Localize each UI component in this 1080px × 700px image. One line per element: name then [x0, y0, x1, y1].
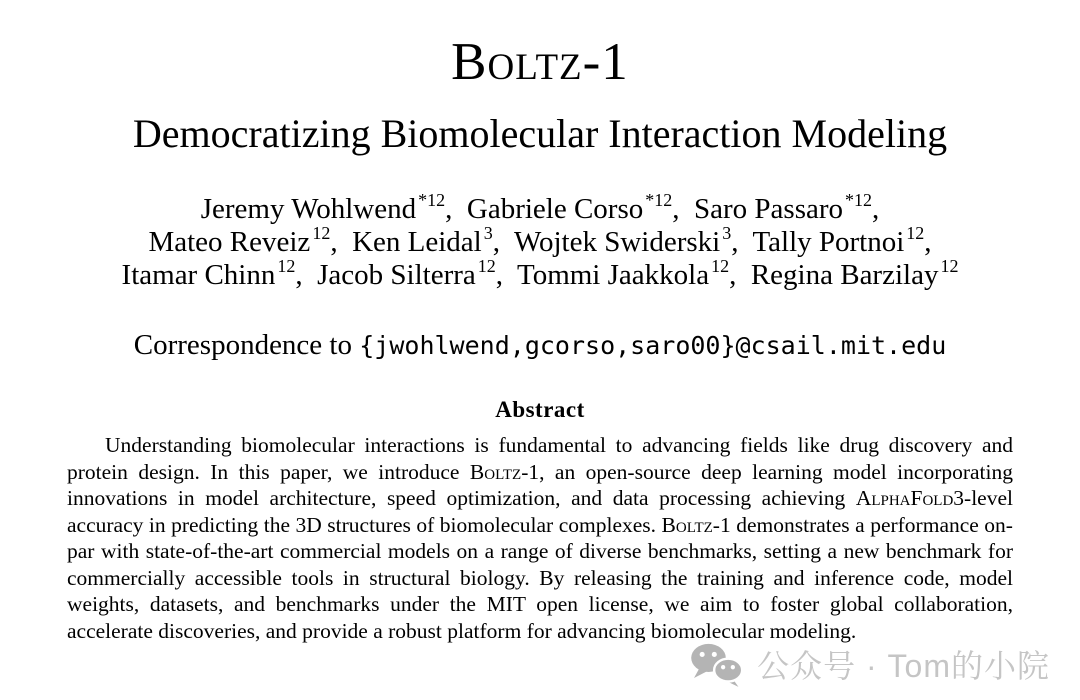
author-affiliation-sup: 12 — [906, 223, 925, 244]
paper-subtitle: Democratizing Biomolecular Interaction Modeling — [132, 111, 948, 156]
smallcaps-term: AlphaFold — [855, 486, 954, 510]
abstract-text-run: , an open-source deep learning model incorporating innovations in model architecture, speed optimization, and data processing achieving — [67, 459, 1014, 510]
author-affiliation-sup: 12 — [940, 256, 959, 277]
smallcaps-term: Boltz-1 — [661, 512, 731, 537]
correspondence-emails: {jwohlwend,gcorso,saro00}@csail.mit.edu — [359, 331, 947, 360]
author-separator: , — [445, 193, 467, 225]
watermark — [687, 640, 1050, 688]
author-line — [0, 256, 1080, 292]
author-affiliation-sup: *12 — [845, 190, 873, 211]
author-name: Regina Barzilay — [750, 259, 939, 291]
author-separator: , — [731, 226, 753, 258]
author-name: Saro Passaro — [694, 193, 844, 225]
wechat-icon — [687, 640, 745, 688]
author-name: Mateo Reveiz — [148, 226, 311, 258]
watermark-text: 公众号 · Tom的小院 — [757, 648, 1050, 684]
author-separator: , — [295, 259, 318, 291]
paper-title: Boltz-1 — [451, 33, 629, 91]
author-name: Wojtek Swiderski — [513, 226, 721, 258]
author-affiliation-sup: 12 — [477, 256, 496, 277]
author-affiliation-sup: 12 — [312, 223, 331, 244]
author-separator: , — [729, 259, 751, 291]
author-name: Jacob Silterra — [317, 259, 476, 291]
smallcaps-term: Boltz-1 — [469, 459, 540, 484]
author-name: Ken Leidal — [352, 226, 482, 258]
correspondence-line — [0, 329, 1080, 362]
abstract-text-run: Understanding biomolecular interactions is fundamental to advancing fields like drug discovery and protein design. In this paper, we introduce — [67, 433, 1013, 484]
author-block — [0, 190, 1080, 292]
correspondence-prefix: Correspondence to — [133, 329, 360, 361]
author-line — [0, 223, 1080, 259]
author-name: Tommi Jaakkola — [517, 259, 710, 291]
author-separator: , — [924, 226, 932, 258]
author-affiliation-sup: 12 — [711, 256, 730, 277]
author-affiliation-sup: 3 — [722, 223, 732, 244]
author-separator: , — [495, 259, 517, 291]
author-name: Gabriele Corso — [466, 193, 644, 225]
author-affiliation-sup: 12 — [277, 256, 296, 277]
author-name: Jeremy Wohlwend — [200, 193, 417, 225]
author-affiliation-sup: *12 — [418, 190, 446, 211]
author-separator: , — [672, 193, 694, 225]
author-name: Itamar Chinn — [121, 259, 276, 291]
abstract-text-run: demonstrates a performance on-par with state-of-the-art commercial models on a range of diverse benchmarks, setting a new benchmark for commercially accessible tools in structural biology. By releasing the training and inference code, model weights, datasets, and benchmarks under the MIT open license, we aim to foster global collaboration, accelerate discoveries, and provide a robust platform for advancing biomolecular modeling. — [67, 512, 1013, 643]
abstract-paragraph — [67, 432, 1013, 644]
abstract-heading: Abstract — [495, 397, 585, 422]
abstract-text-run: 3-level accuracy in predicting the 3D structures of biomolecular complexes. — [67, 486, 1013, 537]
author-separator: , — [492, 226, 514, 258]
author-line — [0, 190, 1080, 226]
author-name: Tally Portnoi — [752, 226, 905, 258]
author-affiliation-sup: 3 — [483, 223, 493, 244]
author-separator: , — [872, 193, 880, 225]
author-affiliation-sup: *12 — [645, 190, 673, 211]
author-separator: , — [330, 226, 353, 258]
